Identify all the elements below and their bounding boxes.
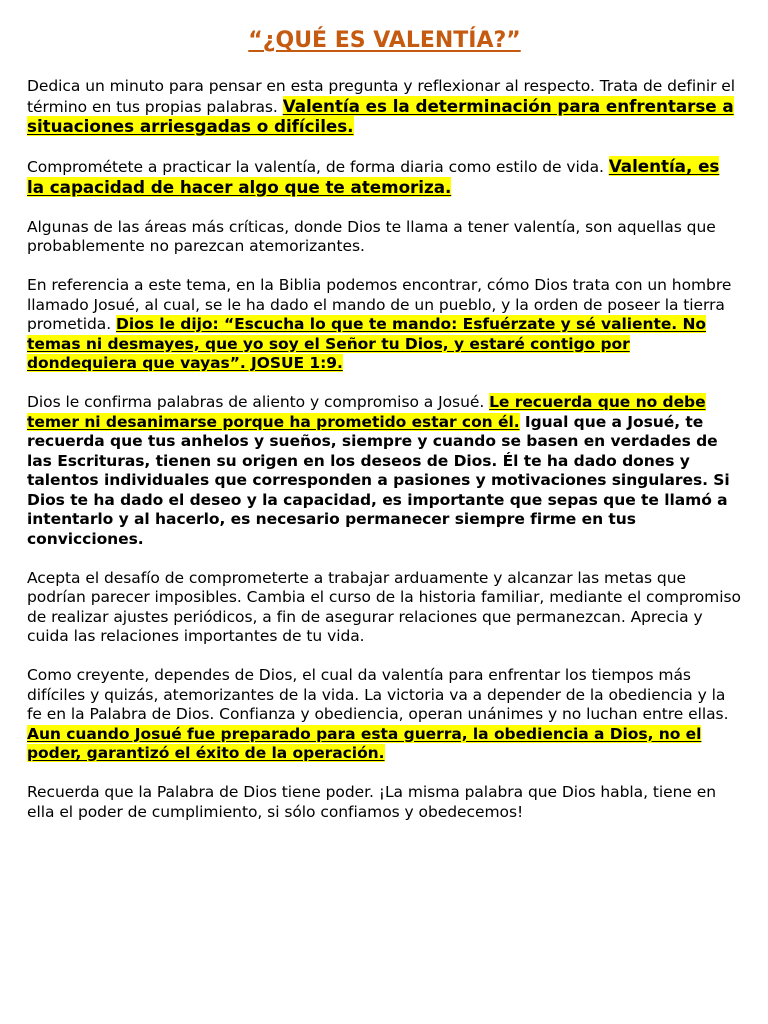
paragraph-6 (27, 569, 742, 647)
paragraph-3 (27, 218, 742, 257)
paragraph-8 (27, 783, 742, 822)
paragraph-8-text: Recuerda que la Palabra de Dios tiene poder. ¡La misma palabra que Dios habla, tiene en ella el poder de cumplimiento, si sólo confiamos y obedecemos! (27, 783, 716, 821)
document-title: “¿QUÉ ES VALENTÍA?” (248, 28, 521, 53)
paragraph-1 (27, 77, 742, 138)
paragraph-7 (27, 666, 742, 764)
paragraph-2-text: Comprométete a practicar la valentía, de forma diaria como estilo de vida. (27, 158, 609, 176)
paragraph-2-highlight: Valentía, es la capacidad de hacer algo que te atemoriza. (27, 156, 720, 197)
paragraph-2 (27, 157, 742, 198)
paragraph-6-text: Acepta el desafío de comprometerte a trabajar arduamente y alcanzar las metas que podrían parecer imposibles. Cambia el curso de la historia familiar, mediante el compromiso de realizar ajustes periódicos, a fin de asegurar relaciones que permanezcan. Aprecia y cuida las relaciones importantes de tu vida. (27, 568, 741, 645)
paragraph-5-highlight: Le recuerda que no debe temer ni desanimarse porque ha prometido estar con él. (27, 393, 706, 431)
paragraph-4 (27, 276, 742, 374)
paragraph-4-text: En referencia a este tema, en la Biblia podemos encontrar, cómo Dios trata con un hombre llamado Josué, al cual, se le ha dado el mando de un pueblo, y la orden de poseer la tierra prometida. (27, 276, 732, 333)
paragraph-1-text: Dedica un minuto para pensar en esta pregunta y reflexionar al respecto. Trata de definir el término en tus propias palabras. (27, 77, 736, 116)
paragraph-4-highlight: Dios le dijo: “Escucha lo que te mando: Esfuérzate y sé valiente. No temas ni desmayes, que yo soy el Señor tu Dios, y estaré contigo por dondequiera que vayas”. JOSUE 1:9. (27, 315, 706, 372)
paragraph-7-text: Como creyente, dependes de Dios, el cual da valentía para enfrentar los tiempos más difíciles y quizás, atemorizantes de la vida. La victoria va a depender de la obediencia y la fe en la Palabra de Dios. Confianza y obediencia, operan unánimes y no luchan entre ellas. (27, 666, 729, 723)
paragraph-5-text: Dios le confirma palabras de aliento y compromiso a Josué. (27, 393, 490, 411)
paragraph-7-highlight: Aun cuando Josué fue preparado para esta guerra, la obediencia a Dios, no el poder, garantizó el éxito de la operación. (27, 724, 702, 762)
paragraph-5-bold: Igual que a Josué, te recuerda que tus anhelos y sueños, siempre y cuando se basen en verdades de las Escrituras, tienen su origen en los deseos de Dios. Él te ha dado dones y talentos individuales que corresponden a pasiones y motivaciones singulares. Si Dios te ha dado el deseo y la capacidad, es importante que sepas que te llamó a intentarlo y al hacerlo, es necesario permanecer siempre firme en tus convicciones. (27, 412, 730, 548)
paragraph-1-highlight: Valentía es la determinación para enfrentarse a situaciones arriesgadas o difíciles. (27, 95, 734, 136)
paragraph-3-text: Algunas de las áreas más críticas, donde Dios te llama a tener valentía, son aquellas que probablemente no parezcan atemorizantes. (27, 217, 716, 255)
paragraph-5 (27, 393, 742, 549)
